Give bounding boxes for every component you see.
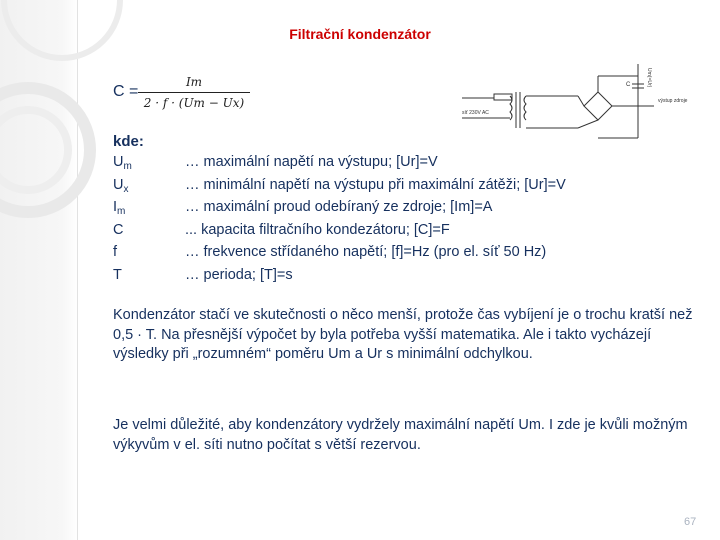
circuit-label-input: síť 230V AC xyxy=(462,110,489,116)
definition-row xyxy=(113,265,566,288)
definitions-table xyxy=(113,152,566,287)
definition-symbol: f xyxy=(113,244,118,260)
definition-text: … perioda; [T]=s xyxy=(185,266,293,283)
definition-text: ... kapacita filtračního kondezátoru; [C]=F xyxy=(185,221,450,238)
circuit-label-um: Um(=Ur) xyxy=(646,68,652,88)
definition-symbol: C xyxy=(113,221,124,238)
definition-symbol: $U_x$ xyxy=(113,176,129,195)
definition-text: … maximální proud odebíraný ze zdroje; [Im]=A xyxy=(185,199,493,215)
definition-row xyxy=(113,152,566,175)
definition-row xyxy=(113,242,566,265)
definition-symbol: $I_m$ xyxy=(113,199,126,217)
page-number: 67 xyxy=(684,516,697,528)
definition-row xyxy=(113,175,566,198)
definition-symbol: $U_m$ xyxy=(113,154,132,172)
formula-denominator: 2 · f · (Um − Ux) xyxy=(143,96,245,110)
definition-text: … frekvence střídaného napětí; [f]=Hz (pro el. síť 50 Hz) xyxy=(185,244,547,260)
paragraph-capacitor-size: Kondenzátor stačí ve skutečnosti o něco menší, protože čas vybíjení je o trochu kratší než 0,5 · T. Na přesnější výpočet by byla potřeba vyšší matematika. Ale i takto vycházejí výsledky při „rozumném“ poměru Um a Ur s minimální odchylkou. xyxy=(113,307,693,362)
formula-lhs: C = xyxy=(113,83,139,100)
definition-row xyxy=(113,197,566,220)
definition-row xyxy=(113,220,566,243)
fraction-bar xyxy=(138,92,250,93)
circuit-label-c: C xyxy=(626,82,631,88)
definition-text: … minimální napětí na výstupu při maximální zátěži; [Ur]=V xyxy=(185,176,566,193)
paragraph-voltage-reserve: Je velmi důležité, aby kondenzátory vydržely maximální napětí Um. I zde je kvůli možným výkyvům v el. síti nutno počítat s větší rezervou. xyxy=(113,417,688,453)
formula-fraction xyxy=(138,74,250,111)
definition-symbol: T xyxy=(113,266,122,283)
circuit-label-output: výstup zdroje xyxy=(658,98,688,104)
formula-numerator: Im xyxy=(185,75,203,89)
definitions-heading: kde: xyxy=(113,133,144,150)
rectifier-circuit-diagram xyxy=(458,56,690,142)
definition-text: … maximální napětí na výstupu; [Ur]=V xyxy=(185,154,438,170)
slide-title: Filtrační kondenzátor xyxy=(289,26,431,42)
definitions-block xyxy=(113,132,683,287)
